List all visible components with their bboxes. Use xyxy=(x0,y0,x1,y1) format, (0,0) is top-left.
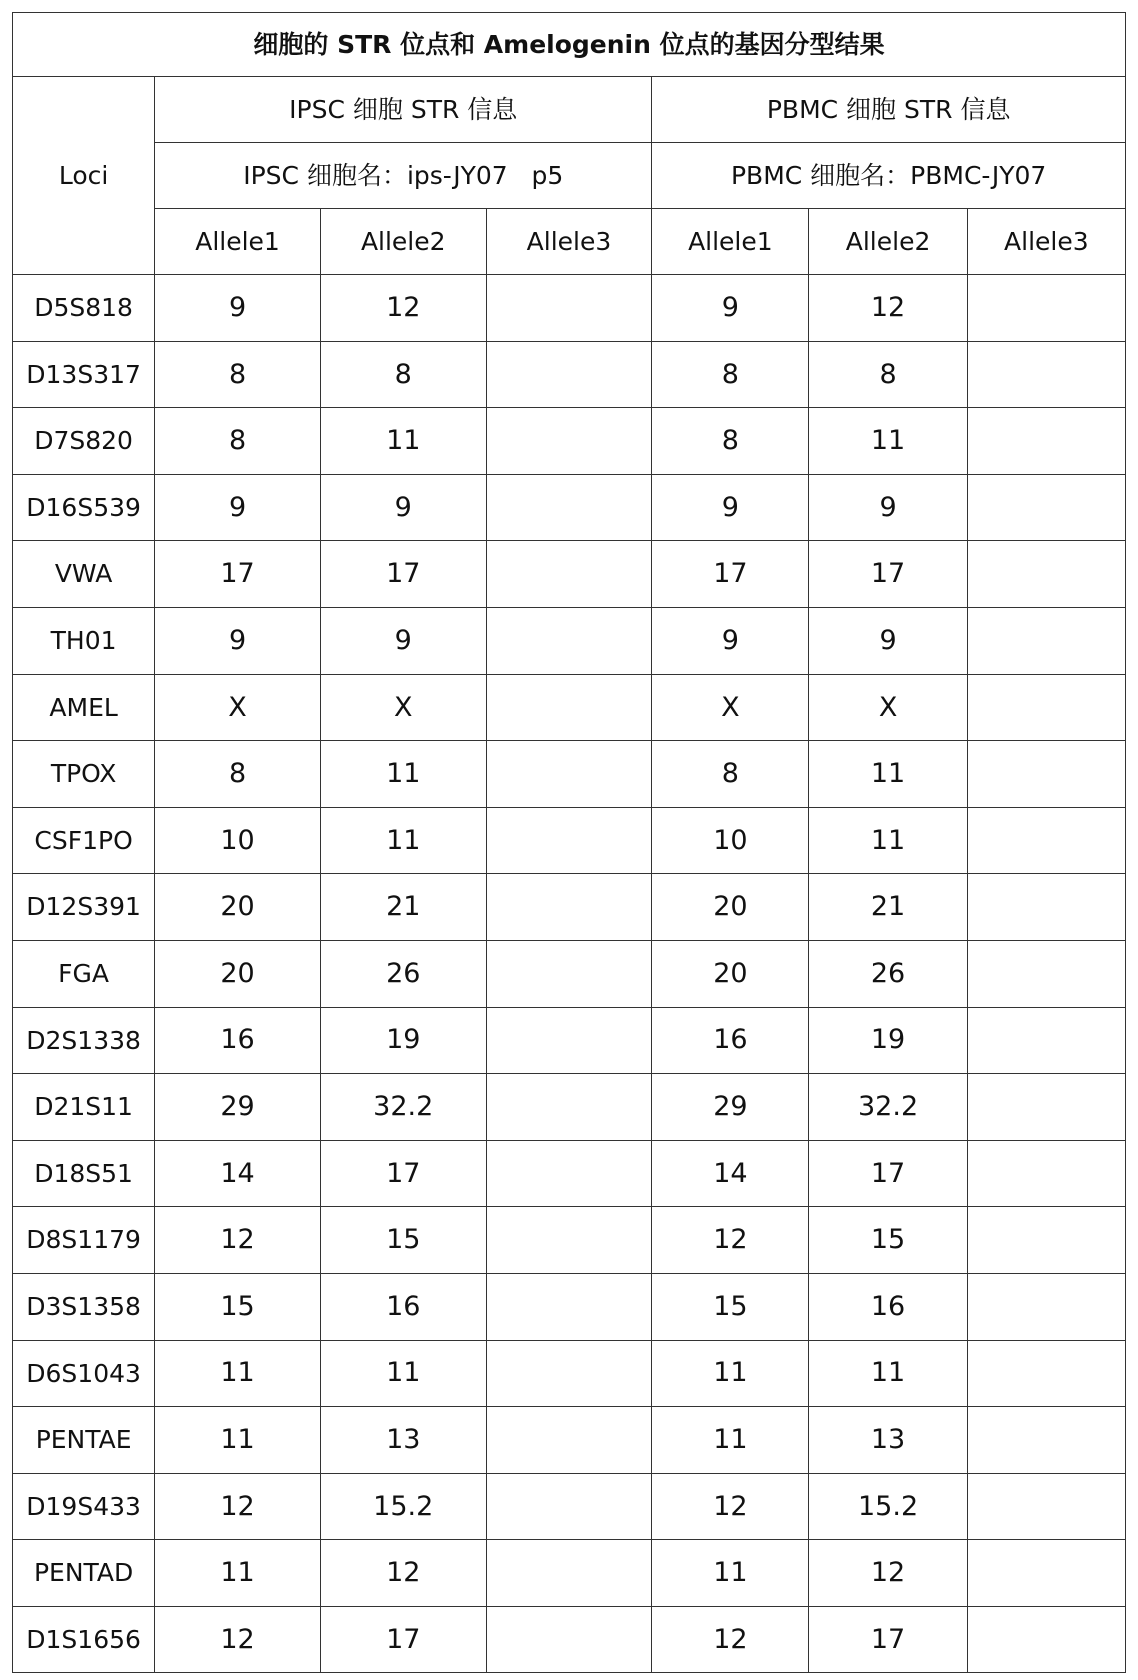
ipsc-allele3-cell xyxy=(486,474,652,541)
pbmc-allele3-cell xyxy=(967,1606,1125,1673)
ipsc-allele2-cell: 15 xyxy=(320,1207,486,1274)
ipsc-allele1-cell: 20 xyxy=(155,940,321,1007)
table-row xyxy=(13,1207,1126,1274)
ipsc-allele1-cell: 10 xyxy=(155,807,321,874)
pbmc-allele2-cell: 9 xyxy=(809,607,967,674)
pbmc-allele3-cell xyxy=(967,1407,1125,1474)
locus-cell: D5S818 xyxy=(13,275,155,342)
pbmc-allele1-cell: 17 xyxy=(652,541,809,608)
table-row xyxy=(13,741,1126,808)
ipsc-allele3-cell xyxy=(486,1207,652,1274)
pbmc-allele1-cell: 20 xyxy=(652,940,809,1007)
table-row xyxy=(13,1407,1126,1474)
table-row xyxy=(13,940,1126,1007)
table-row xyxy=(13,807,1126,874)
locus-cell: AMEL xyxy=(13,674,155,741)
ipsc-allele1-cell: 9 xyxy=(155,607,321,674)
ipsc-allele2-cell: 11 xyxy=(320,1340,486,1407)
ipsc-allele1-cell: 12 xyxy=(155,1606,321,1673)
table-title: 细胞的 STR 位点和 Amelogenin 位点的基因分型结果 xyxy=(13,13,1126,77)
pbmc-allele2-cell: 11 xyxy=(809,741,967,808)
ipsc-allele3-cell xyxy=(486,807,652,874)
ipsc-allele2-cell: 15.2 xyxy=(320,1473,486,1540)
ipsc-allele1-cell: 12 xyxy=(155,1207,321,1274)
locus-cell: D21S11 xyxy=(13,1074,155,1141)
pbmc-allele3-cell xyxy=(967,940,1125,1007)
pbmc-allele2-cell: 9 xyxy=(809,474,967,541)
table-row xyxy=(13,1606,1126,1673)
table-row xyxy=(13,1140,1126,1207)
pbmc-allele2-cell: 11 xyxy=(809,807,967,874)
pbmc-allele3-cell xyxy=(967,674,1125,741)
table-row xyxy=(13,1340,1126,1407)
pbmc-allele3-cell xyxy=(967,408,1125,475)
ipsc-allele1-cell: 8 xyxy=(155,408,321,475)
locus-cell: D6S1043 xyxy=(13,1340,155,1407)
ipsc-allele1-cell: 9 xyxy=(155,275,321,342)
pbmc-allele3-cell xyxy=(967,1540,1125,1607)
ipsc-allele2-cell: 11 xyxy=(320,408,486,475)
pbmc-allele3-cell xyxy=(967,1074,1125,1141)
locus-cell: PENTAE xyxy=(13,1407,155,1474)
table-row xyxy=(13,408,1126,475)
ipsc-allele2-header: Allele2 xyxy=(320,209,486,275)
pbmc-allele3-cell xyxy=(967,1007,1125,1074)
ipsc-allele2-cell: 16 xyxy=(320,1273,486,1340)
ipsc-allele2-cell: 8 xyxy=(320,341,486,408)
ipsc-allele3-cell xyxy=(486,541,652,608)
ipsc-allele1-cell: 17 xyxy=(155,541,321,608)
ipsc-allele1-cell: 11 xyxy=(155,1407,321,1474)
locus-cell: D12S391 xyxy=(13,874,155,941)
pbmc-allele3-cell xyxy=(967,1140,1125,1207)
ipsc-allele2-cell: 19 xyxy=(320,1007,486,1074)
pbmc-cell-name: PBMC 细胞名：PBMC-JY07 xyxy=(652,143,1126,209)
locus-cell: D8S1179 xyxy=(13,1207,155,1274)
pbmc-allele3-cell xyxy=(967,341,1125,408)
pbmc-allele1-cell: 12 xyxy=(652,1207,809,1274)
pbmc-allele2-header: Allele2 xyxy=(809,209,967,275)
ipsc-allele3-cell xyxy=(486,674,652,741)
pbmc-allele1-cell: 9 xyxy=(652,275,809,342)
pbmc-allele2-cell: X xyxy=(809,674,967,741)
pbmc-allele1-cell: 9 xyxy=(652,607,809,674)
ipsc-allele2-cell: 32.2 xyxy=(320,1074,486,1141)
table-row xyxy=(13,541,1126,608)
pbmc-allele2-cell: 11 xyxy=(809,408,967,475)
pbmc-allele1-cell: 15 xyxy=(652,1273,809,1340)
ipsc-allele3-cell xyxy=(486,1540,652,1607)
pbmc-allele1-cell: 8 xyxy=(652,408,809,475)
ipsc-allele2-cell: 12 xyxy=(320,275,486,342)
ipsc-allele3-cell xyxy=(486,1074,652,1141)
pbmc-allele1-cell: 11 xyxy=(652,1407,809,1474)
pbmc-allele2-cell: 19 xyxy=(809,1007,967,1074)
ipsc-allele1-header: Allele1 xyxy=(155,209,321,275)
ipsc-allele3-cell xyxy=(486,275,652,342)
pbmc-allele2-cell: 12 xyxy=(809,275,967,342)
ipsc-allele1-cell: 14 xyxy=(155,1140,321,1207)
ipsc-allele1-cell: 8 xyxy=(155,741,321,808)
ipsc-allele3-cell xyxy=(486,874,652,941)
locus-cell: D3S1358 xyxy=(13,1273,155,1340)
ipsc-allele1-cell: 9 xyxy=(155,474,321,541)
locus-cell: PENTAD xyxy=(13,1540,155,1607)
table-row xyxy=(13,874,1126,941)
table-row xyxy=(13,474,1126,541)
pbmc-allele1-cell: 12 xyxy=(652,1606,809,1673)
ipsc-allele1-cell: 12 xyxy=(155,1473,321,1540)
locus-cell: CSF1PO xyxy=(13,807,155,874)
table-row xyxy=(13,341,1126,408)
ipsc-allele2-cell: 13 xyxy=(320,1407,486,1474)
pbmc-allele2-cell: 17 xyxy=(809,1140,967,1207)
pbmc-allele1-header: Allele1 xyxy=(652,209,809,275)
pbmc-group-header: PBMC 细胞 STR 信息 xyxy=(652,77,1126,143)
locus-cell: D13S317 xyxy=(13,341,155,408)
pbmc-allele1-cell: 14 xyxy=(652,1140,809,1207)
locus-cell: D2S1338 xyxy=(13,1007,155,1074)
ipsc-allele2-cell: X xyxy=(320,674,486,741)
pbmc-allele2-cell: 17 xyxy=(809,541,967,608)
table-row xyxy=(13,275,1126,342)
pbmc-allele3-cell xyxy=(967,275,1125,342)
ipsc-allele3-cell xyxy=(486,408,652,475)
ipsc-allele1-cell: 16 xyxy=(155,1007,321,1074)
pbmc-allele1-cell: 12 xyxy=(652,1473,809,1540)
ipsc-allele2-cell: 9 xyxy=(320,607,486,674)
table-row xyxy=(13,1074,1126,1141)
ipsc-allele2-cell: 17 xyxy=(320,541,486,608)
ipsc-allele1-cell: 29 xyxy=(155,1074,321,1141)
pbmc-allele2-cell: 12 xyxy=(809,1540,967,1607)
str-genotype-table xyxy=(12,12,1126,1673)
pbmc-allele2-cell: 17 xyxy=(809,1606,967,1673)
locus-cell: D16S539 xyxy=(13,474,155,541)
ipsc-allele2-cell: 11 xyxy=(320,807,486,874)
pbmc-allele3-cell xyxy=(967,1473,1125,1540)
ipsc-allele1-cell: 11 xyxy=(155,1540,321,1607)
pbmc-allele2-cell: 26 xyxy=(809,940,967,1007)
ipsc-allele2-cell: 26 xyxy=(320,940,486,1007)
pbmc-allele3-cell xyxy=(967,741,1125,808)
pbmc-allele2-cell: 32.2 xyxy=(809,1074,967,1141)
pbmc-allele3-cell xyxy=(967,607,1125,674)
pbmc-allele2-cell: 11 xyxy=(809,1340,967,1407)
ipsc-allele3-cell xyxy=(486,607,652,674)
locus-cell: D18S51 xyxy=(13,1140,155,1207)
ipsc-allele3-cell xyxy=(486,1407,652,1474)
pbmc-allele3-cell xyxy=(967,1340,1125,1407)
ipsc-allele3-header: Allele3 xyxy=(486,209,652,275)
locus-cell: TH01 xyxy=(13,607,155,674)
pbmc-allele3-cell xyxy=(967,474,1125,541)
pbmc-allele1-cell: 29 xyxy=(652,1074,809,1141)
ipsc-allele3-cell xyxy=(486,940,652,1007)
pbmc-allele1-cell: 10 xyxy=(652,807,809,874)
pbmc-allele1-cell: 9 xyxy=(652,474,809,541)
ipsc-allele1-cell: 8 xyxy=(155,341,321,408)
pbmc-allele3-cell xyxy=(967,874,1125,941)
pbmc-allele1-cell: 11 xyxy=(652,1340,809,1407)
pbmc-allele2-cell: 8 xyxy=(809,341,967,408)
ipsc-allele2-cell: 17 xyxy=(320,1606,486,1673)
locus-cell: VWA xyxy=(13,541,155,608)
pbmc-allele3-cell xyxy=(967,1273,1125,1340)
locus-cell: D1S1656 xyxy=(13,1606,155,1673)
locus-cell: D19S433 xyxy=(13,1473,155,1540)
ipsc-allele2-cell: 12 xyxy=(320,1540,486,1607)
pbmc-allele1-cell: 16 xyxy=(652,1007,809,1074)
locus-cell: TPOX xyxy=(13,741,155,808)
ipsc-allele1-cell: X xyxy=(155,674,321,741)
table-row xyxy=(13,674,1126,741)
locus-cell: D7S820 xyxy=(13,408,155,475)
ipsc-allele1-cell: 11 xyxy=(155,1340,321,1407)
pbmc-allele3-cell xyxy=(967,1207,1125,1274)
ipsc-group-header: IPSC 细胞 STR 信息 xyxy=(155,77,652,143)
table-row xyxy=(13,607,1126,674)
ipsc-allele3-cell xyxy=(486,1140,652,1207)
ipsc-allele3-cell xyxy=(486,1007,652,1074)
table-row xyxy=(13,1273,1126,1340)
pbmc-allele1-cell: 11 xyxy=(652,1540,809,1607)
ipsc-allele1-cell: 15 xyxy=(155,1273,321,1340)
locus-cell: FGA xyxy=(13,940,155,1007)
ipsc-allele2-cell: 11 xyxy=(320,741,486,808)
pbmc-allele3-cell xyxy=(967,807,1125,874)
pbmc-allele1-cell: 20 xyxy=(652,874,809,941)
ipsc-allele1-cell: 20 xyxy=(155,874,321,941)
ipsc-allele3-cell xyxy=(486,341,652,408)
pbmc-allele1-cell: 8 xyxy=(652,341,809,408)
pbmc-allele2-cell: 13 xyxy=(809,1407,967,1474)
ipsc-allele3-cell xyxy=(486,1340,652,1407)
pbmc-allele3-cell xyxy=(967,541,1125,608)
ipsc-allele3-cell xyxy=(486,1473,652,1540)
pbmc-allele3-header: Allele3 xyxy=(967,209,1125,275)
ipsc-allele2-cell: 9 xyxy=(320,474,486,541)
table-row xyxy=(13,1540,1126,1607)
ipsc-allele3-cell xyxy=(486,1606,652,1673)
ipsc-allele2-cell: 17 xyxy=(320,1140,486,1207)
table-row xyxy=(13,1007,1126,1074)
pbmc-allele2-cell: 15 xyxy=(809,1207,967,1274)
ipsc-allele3-cell xyxy=(486,1273,652,1340)
ipsc-allele2-cell: 21 xyxy=(320,874,486,941)
table-row xyxy=(13,1473,1126,1540)
ipsc-allele3-cell xyxy=(486,741,652,808)
pbmc-allele2-cell: 15.2 xyxy=(809,1473,967,1540)
ipsc-cell-name: IPSC 细胞名：ips-JY07 p5 xyxy=(155,143,652,209)
pbmc-allele2-cell: 21 xyxy=(809,874,967,941)
pbmc-allele1-cell: 8 xyxy=(652,741,809,808)
pbmc-allele2-cell: 16 xyxy=(809,1273,967,1340)
loci-header: Loci xyxy=(13,77,155,275)
pbmc-allele1-cell: X xyxy=(652,674,809,741)
